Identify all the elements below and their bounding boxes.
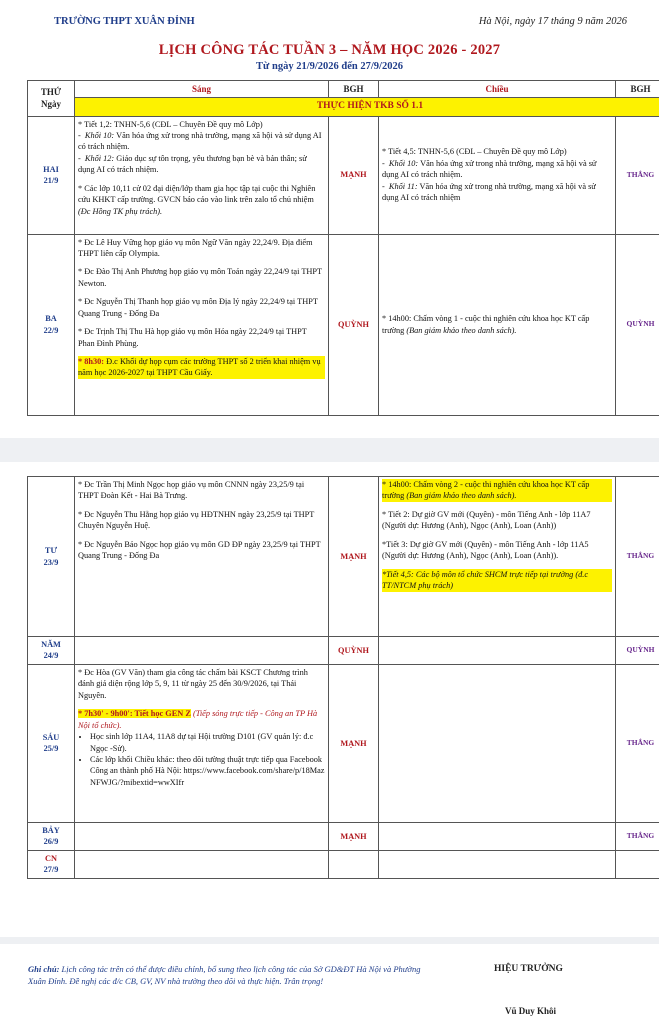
col-afternoon-header: Chiều	[379, 81, 616, 98]
row-saturday	[28, 822, 659, 850]
tkb-banner: THỰC HIỆN TKB SỐ 1.1	[75, 98, 659, 116]
row-sunday	[28, 850, 659, 878]
page-1	[0, 0, 659, 438]
signer-title: HIỆU TRƯỞNG	[494, 964, 563, 974]
page-2	[0, 462, 659, 937]
friday-bgh-pm: THẮNG	[616, 664, 659, 822]
monday-morning: * Tiết 1,2: TNHN-5,6 (CĐL – Chuyên Đề quy mô Lớp) - Khối 10: Văn hóa ứng xử trong nhà trường, mạng xã hội và sử dụng AI có trách nhiệm. - Khối 12: Giáo dục sự tôn trọng, yêu thương bạn bè và bản thân; sử dụng AI có trách nhiệm. * Các lớp 10,11 cử 02 đại diện/lớp tham gia học tập tại cuộc thi Nghiên cứu KHKT cấp trường. GVCN báo cáo vào link trên zalo tổ chủ nhiệm (Đc Hồng TK phụ trách).	[75, 116, 329, 234]
tuesday-bgh-pm: QUỲNH	[616, 234, 659, 415]
signer-name: Vũ Duy Khôi	[505, 1006, 557, 1016]
row-tuesday	[28, 234, 659, 415]
day-sunday: CN 27/9	[28, 850, 75, 878]
page-title: LỊCH CÔNG TÁC TUẦN 3 – NĂM HỌC 2026 - 2027	[158, 42, 501, 58]
friday-afternoon	[379, 664, 616, 822]
col-day-header: THỨ Ngày	[28, 81, 75, 117]
day-friday: SÁU 25/9	[28, 664, 75, 822]
schedule-table-2	[27, 476, 659, 879]
wednesday-afternoon: * 14h00: Chấm vòng 2 - cuộc thi nghiên cứu khoa học KT cấp trường (Ban giám khảo theo danh sách). * Tiết 2: Dự giờ GV mới (Quyên) - môn Tiếng Anh - lớp 11A7 (Người dự: Hương (Anh), Ngọc (Anh), Loan (Anh)) *Tiết 3: Dự giờ GV mới (Quyên) - môn Tiếng Anh - lớp 11A5 (Người dự: Hương (Anh), Ngọc (Anh), Loan (Anh)). *Tiết 4,5: Các bộ môn tổ chức SHCM trực tiếp tại trường (đ.c TT/NTCM phụ trách)	[379, 477, 616, 637]
thursday-morning	[75, 637, 329, 665]
col-bgh2-header: BGH	[616, 81, 659, 98]
friday-morning: * Đc Hòa (GV Văn) tham gia công tác chấm bài KSCT Chương trình đánh giá diện rộng lớp 5, 9, 11 từ ngày 25 đến 30/9/2026, tại Thái Nguyên. * 7h30' - 9h00': Tiết học GEN Z (Tiếp sóng trực tiếp - Công an TP Hà Nội tổ chức). • Học sinh lớp 11A4, 11A8 dự tại Hội trường D101 (GV quản lý: đ.c Ngọc -Sử). • Các lớp khối Chiều khác: theo dõi tường thuật trực tiếp qua Facebook Công an thành phố Hà Nội: https://www.facebook.com/share/p/18MazNFWJG/?mibextid=wwXIfr	[75, 664, 329, 822]
thursday-bgh-pm: QUỲNH	[616, 637, 659, 665]
row-friday	[28, 664, 659, 822]
sunday-bgh-pm	[616, 850, 659, 878]
sunday-bgh-am	[329, 850, 379, 878]
monday-bgh-am: MẠNH	[329, 116, 379, 234]
day-tuesday: BA 22/9	[28, 234, 75, 415]
schedule-table-1	[27, 80, 659, 416]
wednesday-bgh-am: MẠNH	[329, 477, 379, 637]
saturday-bgh-am: MẠNH	[329, 822, 379, 850]
document-date: Hà Nội, ngày 17 tháng 9 năm 2026	[478, 16, 627, 27]
sunday-afternoon	[379, 850, 616, 878]
saturday-bgh-pm: THẮNG	[616, 822, 659, 850]
sunday-morning	[75, 850, 329, 878]
friday-bgh-am: MẠNH	[329, 664, 379, 822]
thursday-bgh-am: QUỲNH	[329, 637, 379, 665]
monday-bgh-pm: THẮNG	[616, 116, 659, 234]
col-morning-header: Sáng	[75, 81, 329, 98]
col-bgh-header: BGH	[329, 81, 379, 98]
page-subtitle: Từ ngày 21/9/2026 đến 27/9/2026	[256, 61, 403, 72]
wednesday-bgh-pm: THẮNG	[616, 477, 659, 637]
monday-afternoon: * Tiết 4,5: TNHN-5,6 (CĐL – Chuyên Đề quy mô Lớp) - Khối 10: Văn hóa ứng xử trong nhà trường, mạng xã hội và sử dụng AI có trách nhiệm. - Khối 11: Văn hóa ứng xử trong nhà trường, mạng xã hội và sử dụng AI có trách nhiệm	[379, 116, 616, 234]
day-saturday: BẢY 26/9	[28, 822, 75, 850]
wednesday-morning: * Đc Trần Thị Minh Ngọc họp giáo vụ môn CNNN ngày 23,25/9 tại THPT Đoàn Kết - Hai Bà Trưng. * Đc Nguyễn Thu Hằng họp giáo vụ HĐTNHN ngày 23,25/9 tại THPT Chuyên Nguyễn Huệ. * Đc Nguyễn Bảo Ngọc họp giáo vụ môn GD ĐP ngày 23,25/9 tại THPT Quang Trung - Đống Đa	[75, 477, 329, 637]
school-name: TRƯỜNG THPT XUÂN ĐỈNH	[54, 16, 195, 27]
row-wednesday	[28, 477, 659, 637]
day-monday: HAI 21/9	[28, 116, 75, 234]
tuesday-bgh-am: QUỲNH	[329, 234, 379, 415]
day-thursday: NĂM 24/9	[28, 637, 75, 665]
tuesday-morning: * Đc Lê Huy Vững họp giáo vụ môn Ngữ Văn ngày 22,24/9. Địa điểm THPT liên cấp Olympia. * Đc Đào Thị Anh Phương họp giáo vụ môn Toán ngày 22,24/9 tại THPT Newton. * Đc Nguyễn Thị Thanh họp giáo vụ môn Địa lý ngày 22,24/9 tại THPT Quang Trung - Đống Đa * Đc Trịnh Thị Thu Hà họp giáo vụ môn Hóa ngày 22,24/9 tại THPT Phan Đình Phùng. * 8h30: Đ.c Khối dự họp cụm các trường THPT số 2 triển khai nhiệm vụ năm học 2026-2027 tại THPT Cầu Giấy.	[75, 234, 329, 415]
saturday-afternoon	[379, 822, 616, 850]
tuesday-afternoon: * 14h00: Chấm vòng 1 - cuộc thi nghiên cứu khoa học KT cấp trường (Ban giám khảo theo danh sách).	[379, 234, 616, 415]
saturday-morning	[75, 822, 329, 850]
footer-note: Ghi chú: Lịch công tác trên có thể được điều chỉnh, bổ sung theo lịch công tác của Sở GD&ĐT Hà Nội và Phường Xuân Đỉnh. Đề nghị các đ/c CB, GV, NV nhà trường theo dõi và thực hiện. Trân trọng!	[28, 964, 421, 986]
thursday-afternoon	[379, 637, 616, 665]
day-wednesday: TƯ 23/9	[28, 477, 75, 637]
page-3	[0, 944, 659, 1024]
row-monday	[28, 116, 659, 234]
row-thursday	[28, 637, 659, 665]
